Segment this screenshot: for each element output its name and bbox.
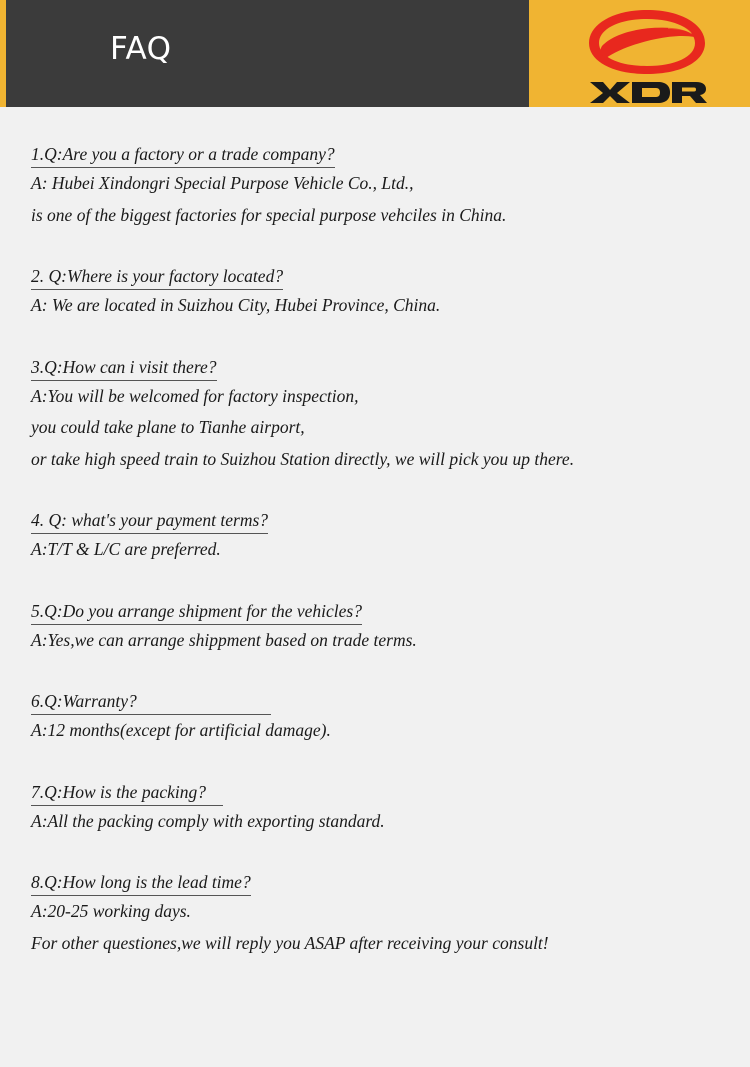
faq-item-lead-time xyxy=(31,869,731,959)
faq-item-shipment xyxy=(31,598,731,657)
faq-question: 1.Q:Are you a factory or a trade company? xyxy=(31,141,335,168)
faq-question: 5.Q:Do you arrange shipment for the vehicles? xyxy=(31,598,362,625)
xdr-wordmark xyxy=(590,82,707,103)
faq-item-location xyxy=(31,263,731,322)
page-title: FAQ xyxy=(110,31,172,67)
faq-question: 6.Q:Warranty? xyxy=(31,688,271,715)
faq-answer-line: A: Hubei Xindongri Special Purpose Vehicle Co., Ltd., xyxy=(31,173,414,193)
faq-answer-line: is one of the biggest factories for special purpose vehciles in China. xyxy=(31,204,507,225)
faq-question: 2. Q:Where is your factory located? xyxy=(31,263,283,290)
xdr-swoosh-icon xyxy=(589,10,705,74)
header-accent-strip xyxy=(0,0,6,107)
page-header xyxy=(0,0,750,107)
faq-answer-line: or take high speed train to Suizhou Station directly, we will pick you up there. xyxy=(31,448,575,469)
faq-answer-line: A: We are located in Suizhou City, Hubei Province, China. xyxy=(31,295,441,315)
faq-question: 7.Q:How is the packing? xyxy=(31,779,223,806)
faq-question: 4. Q: what's your payment terms? xyxy=(31,507,268,534)
faq-answer-line: For other questiones,we will reply you ASAP after receiving your consult! xyxy=(31,932,549,953)
faq-question: 8.Q:How long is the lead time? xyxy=(31,869,251,896)
faq-item-warranty xyxy=(31,688,731,747)
faq-answer-line: you could take plane to Tianhe airport, xyxy=(31,417,305,437)
faq-answer-line: A:12 months(except for artificial damage). xyxy=(31,720,331,740)
faq-answer-line: A:T/T & L/C are preferred. xyxy=(31,539,221,559)
header-logo-panel xyxy=(529,0,750,107)
faq-item-packing xyxy=(31,779,731,838)
header-title-panel xyxy=(0,0,529,107)
faq-answer-line: A:Yes,we can arrange shippment based on trade terms. xyxy=(31,629,417,650)
faq-question: 3.Q:How can i visit there? xyxy=(31,354,217,381)
faq-item-visit xyxy=(31,354,731,476)
faq-item-payment xyxy=(31,507,731,566)
xdr-logo xyxy=(584,6,710,104)
faq-list xyxy=(31,141,731,991)
faq-answer-line: A:You will be welcomed for factory inspection, xyxy=(31,385,359,406)
faq-item-factory xyxy=(31,141,731,231)
faq-answer-line: A:20-25 working days. xyxy=(31,901,191,921)
faq-answer-line: A:All the packing comply with exporting standard. xyxy=(31,810,385,831)
